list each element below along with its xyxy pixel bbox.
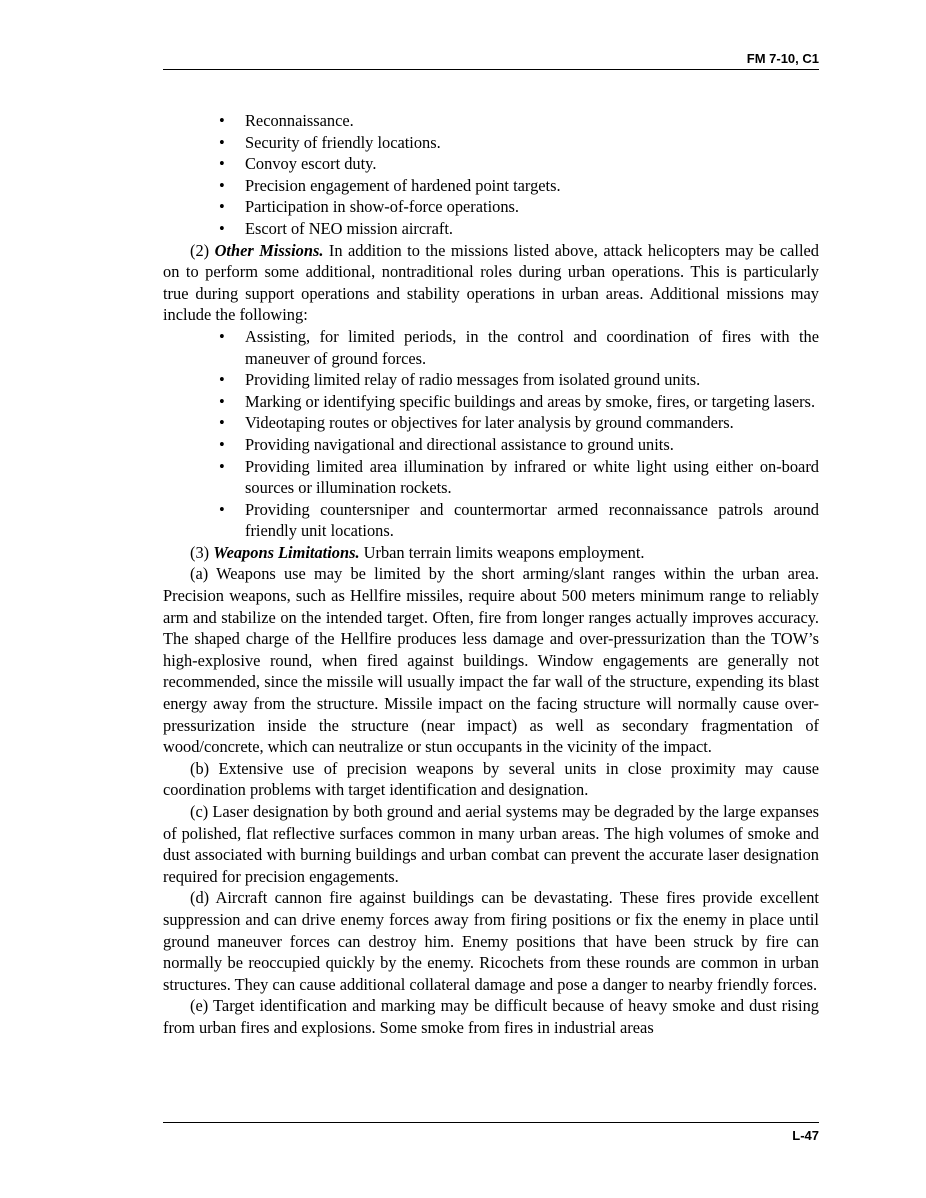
list-item: • Providing countersniper and countermortar armed reconnaissance patrols around friendly unit locations. xyxy=(163,499,819,542)
list-item: • Providing limited area illumination by infrared or white light using either on-board sources or illumination rockets. xyxy=(163,456,819,499)
paragraph-text: In addition to the missions listed above, attack helicopters may be called on to perform some additional, nontraditional roles during urban operations. This is particularly true during support operations and stability operations in urban areas. Additional missions may include the following: xyxy=(163,240,819,325)
list-item: • Security of friendly locations. xyxy=(163,132,819,154)
list-item: • Assisting, for limited periods, in the control and coordination of fires with the maneuver of ground forces. xyxy=(163,326,819,369)
paragraph-a: (a) Weapons use may be limited by the short arming/slant ranges within the urban area. Precision weapons, such as Hellfire missiles, require about 500 meters minimum range to reliably arm and stabilize on the intended target. Often, fire from longer ranges actually improves accuracy. The shaped charge of the Hellfire produces less damage and over-pressurization than the TOW’s high-explosive round, when fired against buildings. Window engagements are generally not recommended, since the missile will usually impact the far wall of the structure, expending its blast energy away from the structure. Missile impact on the facing structure will normally cause over-pressurization inside the structure (near impact) as well as secondary fragmentation of wood/concrete, which can neutralize or stun occupants in the vicinity of the impact. xyxy=(163,564,819,757)
paragraph-number: (3) xyxy=(190,542,210,562)
list-item: • Escort of NEO mission aircraft. xyxy=(163,218,819,240)
paragraph-number: (2) xyxy=(190,240,210,260)
paragraph-d: (d) Aircraft cannon fire against buildings can be devastating. These fires provide excellent suppression and can drive enemy forces away from firing positions or fix the enemy in place until ground maneuver forces can destroy him. Enemy positions that have been struck by fire can normally be reoccupied quickly by the enemy. Ricochets from these rounds are common in urban structures. They can cause additional collateral damage and pose a danger to nearby friendly forces. xyxy=(163,888,819,994)
list-item: • Videotaping routes or objectives for later analysis by ground commanders. xyxy=(163,412,819,434)
header-rule xyxy=(163,69,819,70)
paragraph-c: (c) Laser designation by both ground and aerial systems may be degraded by the large expanses of polished, flat reflective surfaces common in many urban areas. The high volumes of smoke and dust associated with burning buildings and urban combat can prevent the accurate laser designation required for precision engagements. xyxy=(163,802,819,886)
paragraph-other-missions xyxy=(163,240,819,326)
header-doc-id: FM 7-10, C1 xyxy=(746,51,819,66)
bullet-list-missions xyxy=(163,110,819,240)
list-item: • Participation in show-of-force operations. xyxy=(163,196,819,218)
bullet-list-additional-missions xyxy=(163,326,819,542)
list-item: • Providing limited relay of radio messages from isolated ground units. xyxy=(163,369,819,391)
list-item: • Providing navigational and directional assistance to ground units. xyxy=(163,434,819,456)
list-item: • Convoy escort duty. xyxy=(163,153,819,175)
footer-page-number: L-47 xyxy=(792,1128,819,1143)
paragraph-e: (e) Target identification and marking may be difficult because of heavy smoke and dust rising from urban fires and explosions. Some smoke from fires in industrial areas xyxy=(163,996,819,1037)
paragraph-heading: Weapons Limitations. xyxy=(213,542,360,562)
footer-rule xyxy=(163,1122,819,1123)
list-item: • Marking or identifying specific buildings and areas by smoke, fires, or targeting lasers. xyxy=(163,391,819,413)
list-item: • Reconnaissance. xyxy=(163,110,819,132)
paragraph-text: Urban terrain limits weapons employment. xyxy=(363,542,645,562)
paragraph-heading: Other Missions. xyxy=(214,240,324,260)
list-item: • Precision engagement of hardened point targets. xyxy=(163,175,819,197)
paragraph-b: (b) Extensive use of precision weapons by several units in close proximity may cause coordination problems with target identification and designation. xyxy=(163,758,819,800)
page-body xyxy=(163,110,819,1039)
paragraph-weapons-limitations xyxy=(163,542,819,564)
